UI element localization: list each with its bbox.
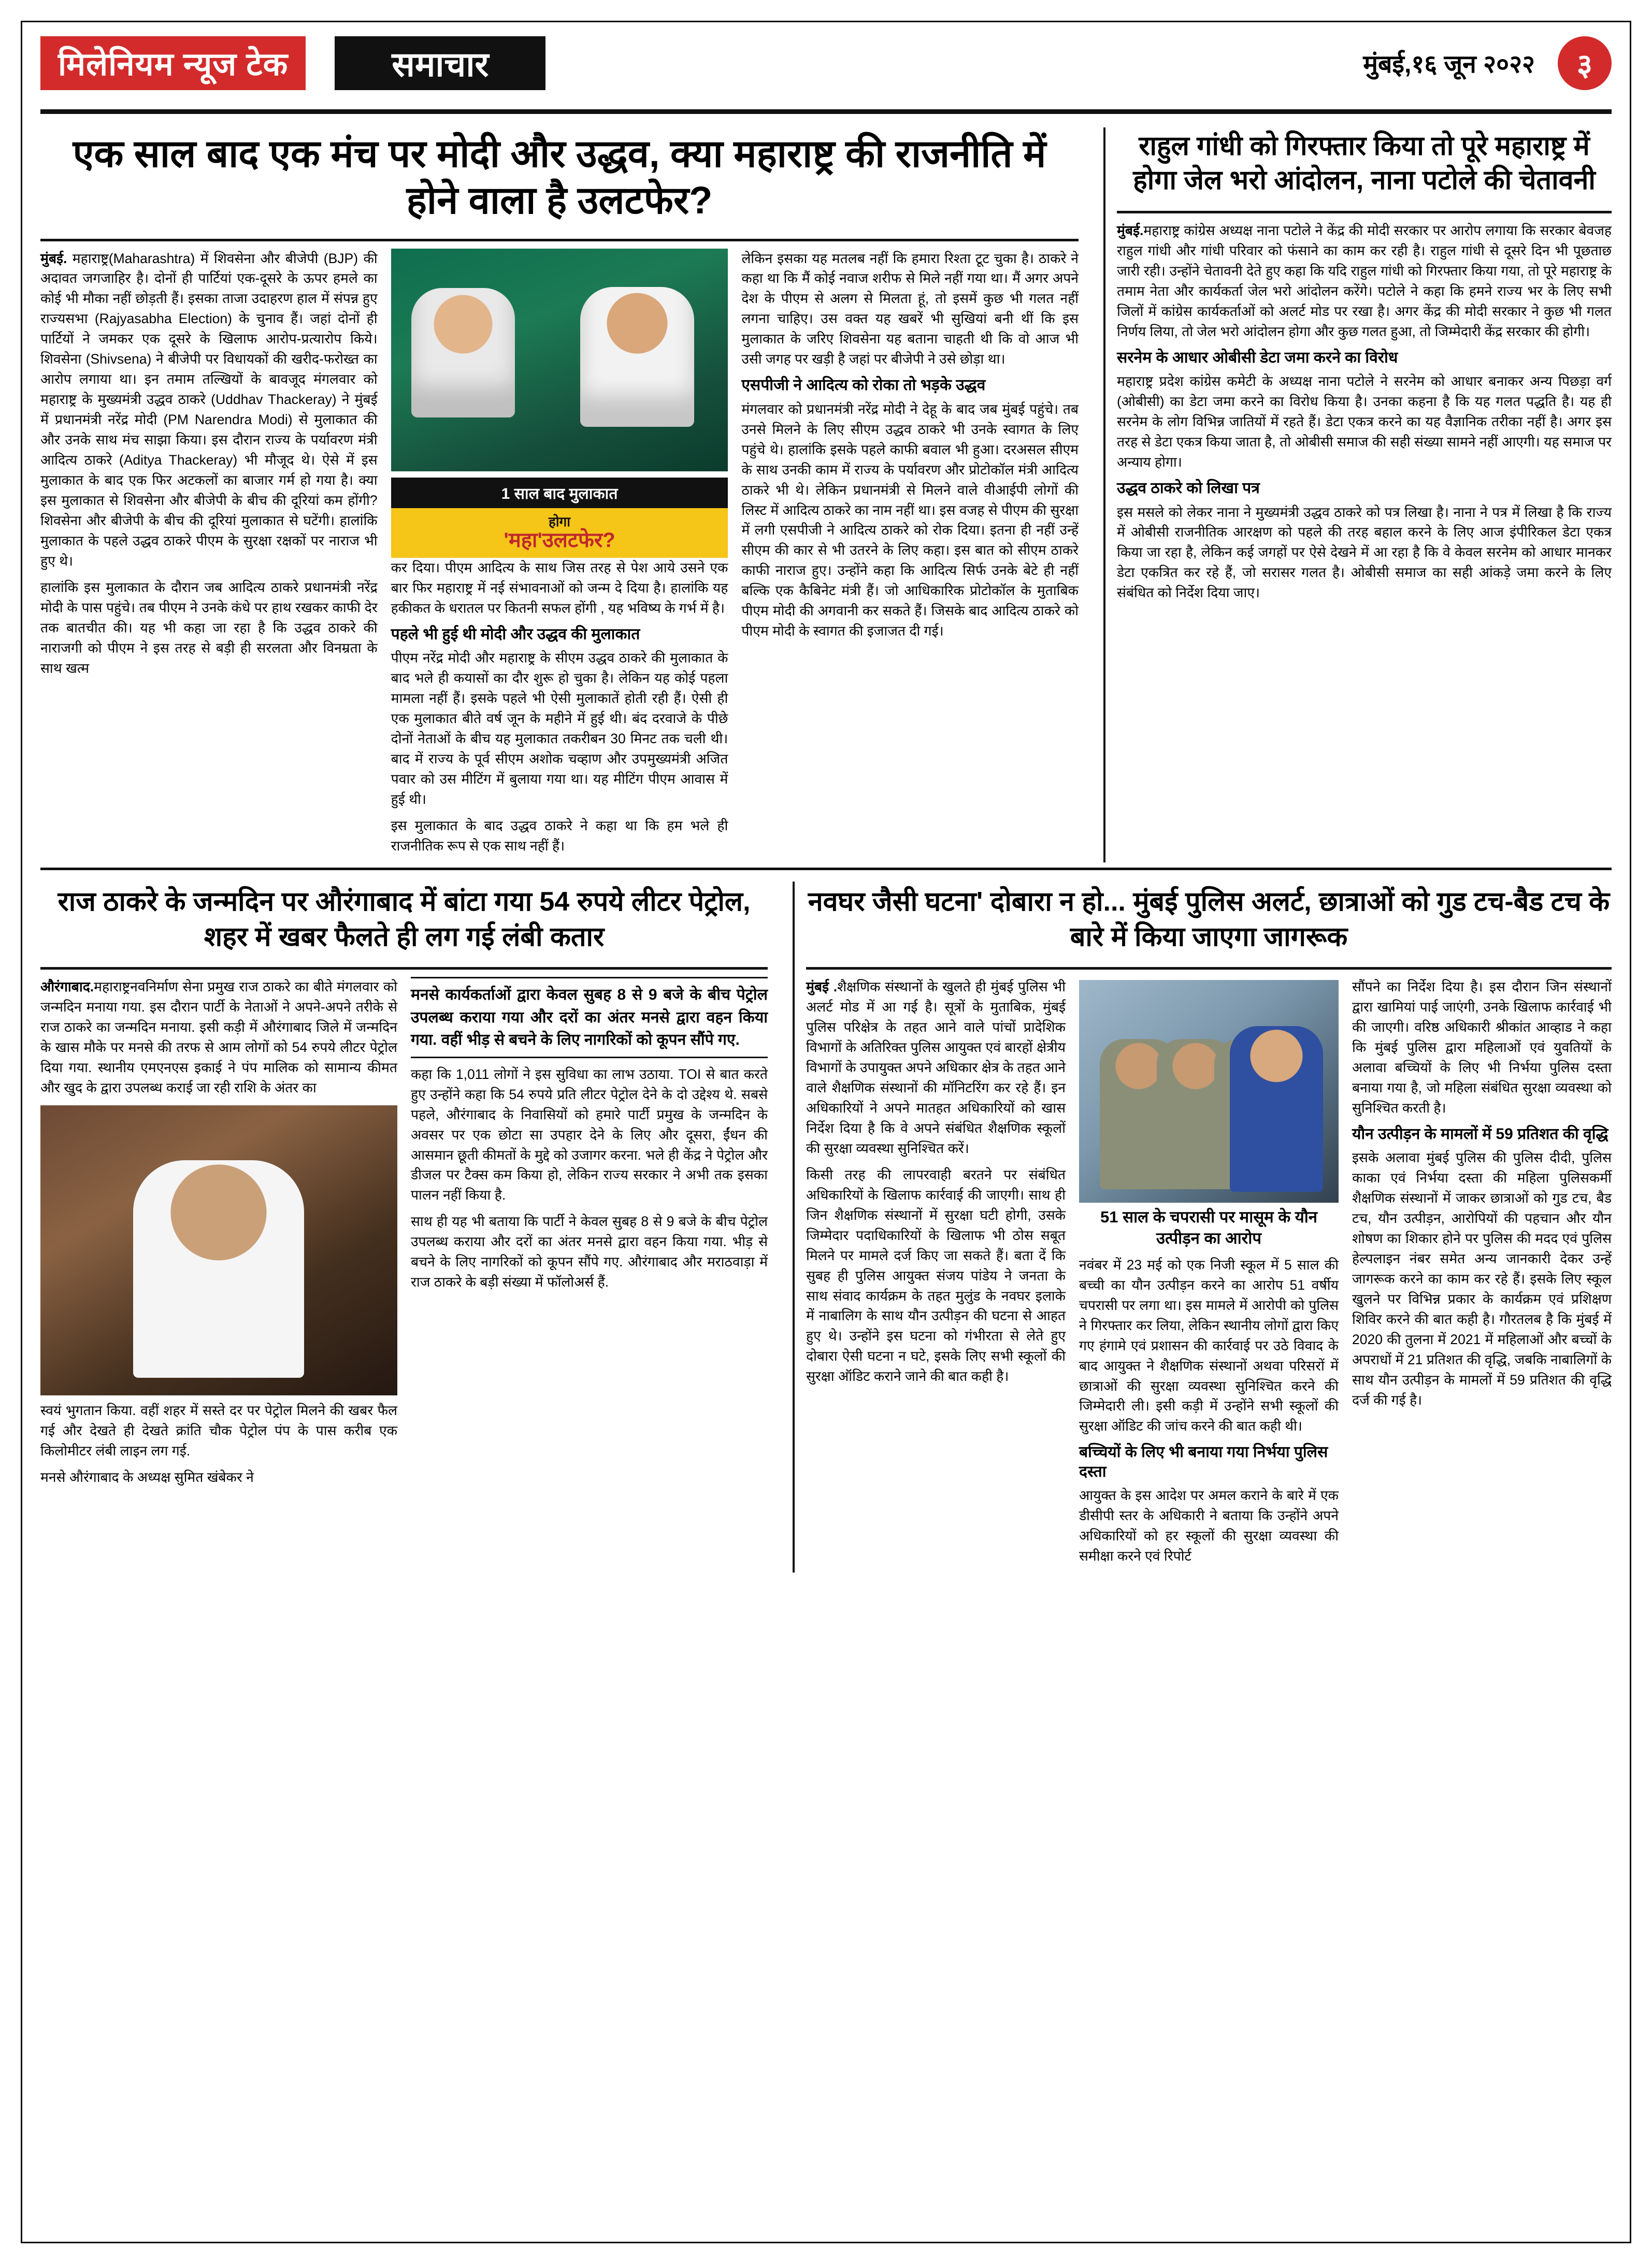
paragraph: इस मुलाकात के बाद उद्धव ठाकरे ने कहा था कि हम भले ही राजनीतिक रूप से एक साथ नहीं हैं। <box>391 818 728 854</box>
photo-figure-thackeray <box>580 287 694 427</box>
paragraph: पीएम नरेंद्र मोदी और महाराष्ट्र के सीएम उद्धव ठाकरे की मुलाकात के बाद भले ही कयासों का दौर शुरू हो चुका है। लेकिन यह कोई पहला मामला नहीं हैं। इसके पहले भी ऐसी मुलाकातें होती रही हैं। ऐसी ही एक मुलाकात बीते वर्ष जून के महीने में हुई थी। बंद दरवाजे के पीछे दोनों नेताओं के बीच यह मुलाकात तकरीबन 30 मिनट तक चली थी। बाद में राज्य के पूर्व सीएम अशोक चव्हाण और उपमुख्यमंत्री अजित पवार को उस मीटिंग में बुलाया गया था। यह मीटिंग पीएम आवास में हुई थी। <box>391 650 728 807</box>
paragraph: इसके अलावा मुंबई पुलिस की पुलिस दीदी, पुलिस काका एवं निर्भया दस्ता की महिला पुलिसकर्मी शैक्षणिक संस्थानों में जाकर छात्राओं को गुड टच, बैड टच, यौन उत्पीड़न, आरोपियों की पहचान और यौन शोषण का शिकार होने पर पुलिस की मदद एवं पुलिस हेल्पलाइन नंबर समेत अन्य जानकारी देकर उन्हें जागरूक करने का काम कर रहे हैं। इसके लिए स्कूल खुलने पर विभिन्न प्रकार के कार्यक्रम एवं प्रशिक्षण शिविर करने की बात कही है। गौरतलब है कि मुंबई में 2020 की तुलना में 2021 में महिलाओं और बच्चों के अपराधों में 21 प्रतिशत की वृद्धि, जबकि नाबालिगों के साथ यौन उत्पीड़न के मामलों में 59 प्रतिशत की वृद्धि दर्ज की गई है। <box>1352 1150 1612 1408</box>
paragraph: नवंबर में 23 मई को एक निजी स्कूल में 5 साल की बच्ची का यौन उत्पीड़न करने का आरोप 51 वर्षीय चपरासी पर लगा था। इस मामले में आरोपी को पुलिस ने गिरफ्तार कर लिया, लेकिन स्थानीय लोगों द्वारा किए गए हंगामे एवं प्रशासन की कार्रवाई पर उठे विवाद के बाद आयुक्त ने शैक्षणिक संस्थानों अथवा परिसरों में छात्राओं की सुरक्षा व्यवस्था सुनिश्चित करने की जिम्मेदारी ली। इसी कड़ी में उन्होंने सभी स्कूलों की सुरक्षा ऑडिट की जांच करने की बात कही थी। <box>1079 1257 1339 1434</box>
section-divider <box>40 868 1612 870</box>
bottom-left-column-2 <box>411 977 768 1494</box>
paragraph: मंगलवार को प्रधानमंत्री नरेंद्र मोदी ने देहू के बाद जब मुंबई पहुंचे। तब उनसे मिलने के लिए सीएम उद्धव ठाकरे भी उनके स्वागत के लिए पहुंचे थे। हालांकि इसके पहले काफी बवाल भी हुआ। दरअसल सीएम के साथ उनकी काम में राज्य के पर्यावरण और प्रोटोकॉल मंत्री आदित्य ठाकरे भी थे। लेकिन प्रधानमंत्री से मिलने वाले वीआईपी लोगों की लिस्ट में आदित्य ठाकरे का नाम नहीं था। इस वजह से पीएम की सुरक्षा में लगी एसपीजी ने आदित्य ठाकरे को रोक दिया। इतना ही नहीं उन्हें सीएम की कार से भी उतरने के लिए कहा। इस बात को सीएम ठाकरे काफी नाराज हुए। उन्होंने कहा कि आदित्य सिर्फ उनके बेटे ही नहीं बल्कि एक कैबिनेट मंत्री हैं। जो आधिकारिक प्रोटोकॉल के मुताबिक पीएम मोदी की अगवानी कर सकते हैं। जिसके बाद आदित्य ठाकरे को पीएम मोदी के स्वागत की इजाजत दी गई। <box>741 401 1079 639</box>
masthead-section: समाचार <box>335 36 545 90</box>
paragraph-text: महाराष्ट्रनवनिर्माण सेना प्रमुख राज ठाकरे का बीते मंगलवार को जन्मदिन मनाया गया. इस दौरान पार्टी के नेताओं ने अपने-अपने तरीके से राज ठाकरे का जन्मदिन मनाया. इसी कड़ी में औरंगाबाद जिले में जन्मदिन के खास मौके पर मनसे की तरफ से आम लोगों को 54 रुपये लीटर पेट्रोल दिया गया. स्थानीय एमएनएस इकाई ने पंप मालिक को सामान्य कीमत और खुद के द्वारा उपलब्ध कराई जा रही राशि के अंतर का <box>40 979 397 1095</box>
rahul-gandhi-story <box>1117 127 1612 862</box>
dateline-city: मुंबई . <box>806 979 838 995</box>
bottom-right-column-2 <box>1079 977 1339 1573</box>
paragraph: महाराष्ट्र प्रदेश कांग्रेस कमेटी के अध्यक्ष नाना पटोले ने सरनेम को आधार बनाकर अन्य पिछड़ा वर्ग (ओबीसी) का डेटा जमा करने का विरोध किया है। उनका कहना है कि यह गलत पद्धति है। यह ही सरनेम के लोग विभिन्न जातियों में रहते हैं। डेटा एकत्र करने का यह वैज्ञानिक तरीका नहीं है। अगर इस तरह से डेटा एकत्र किया जाता है, तो ओबीसी समाज की सही संख्या सामने नहीं आएगी। यह समाज पर अन्याय होगा। <box>1117 373 1612 470</box>
paragraph: इस मसले को लेकर नाना ने मुख्यमंत्री उद्धव ठाकरे को पत्र लिखा है। नाना ने पत्र में लिखा है कि राज्य में ओबीसी राजनीतिक आरक्षण को पहले की तरह बहाल करने के लिए आज इंपीरिकल डेटा एकत्र किया जा रहा है, लेकिन कई जगहों पर ऐसे देखने में आ रहा है कि वे केवल सरनेम को आधार मानकर डेटा एकत्रित कर रहे हैं, जो सरासर गलत है। ओबीसी समाज का सही आंकड़े जमा करने के लिए संबंधित को निर्देश दिया जाए। <box>1117 504 1612 601</box>
lead-column-1 <box>40 249 378 862</box>
paragraph: कहा कि 1,011 लोगों ने इस सुविधा का लाभ उठाया. TOI से बात करते हुए उन्होंने कहा कि 54 रुपये प्रति लीटर पेट्रोल देने के दो उद्देश्य थे. सबसे पहले, औरंगाबाद के निवासियों को हमारे पार्टी प्रमुख के जन्मदिन के अवसर पर एक छोटा सा उपहार देने के लिए और दूसरा, ईंधन की आसमान छूती कीमतों के मुद्दे को उजागर करना. भले ही केंद्र ने पेट्रोल और डीजल पर टैक्स कम किया हो, लेकिन राज्य सरकार ने अभी तक इसका पालन नहीं किया है. <box>411 1066 768 1203</box>
police-photo <box>1079 980 1339 1203</box>
right-headline: राहुल गांधी को गिरफ्तार किया तो पूरे महाराष्ट्र में होगा जेल भरो आंदोलन, नाना पटोले की चेतावनी <box>1133 131 1596 195</box>
sub-headline: सरनेम के आधार ओबीसी डेटा जमा करने का विरोध <box>1117 349 1398 366</box>
sub-headline: उद्धव ठाकरे को लिखा पत्र <box>1117 480 1260 497</box>
sub-headline: बच्चियों के लिए भी बनाया गया निर्भया पुलिस दस्ता <box>1079 1444 1328 1480</box>
dateline-city: मुंबई. <box>40 250 67 266</box>
bottom-left-headline: राज ठाकरे के जन्मदिन पर औरंगाबाद में बांटा गया 54 रुपये लीटर पेट्रोल, शहर में खबर फैलते ही लग गई लंबी कतार <box>58 887 751 952</box>
photo-figure-student <box>1230 1026 1323 1192</box>
page-number-badge: ३ <box>1558 36 1612 90</box>
photo-figure-raj <box>133 1160 304 1378</box>
photo-caption-bar: 1 साल बाद मुलाकात <box>391 478 728 508</box>
lead-story <box>40 127 1092 862</box>
masthead <box>40 36 1612 114</box>
paragraph: हालांकि इस मुलाकात के दौरान जब आदित्य ठाकरे प्रधानमंत्री नरेंद्र मोदी के पास पहुंचे। तब पीएम ने उनके कंधे पर हाथ रखकर काफी देर तक बातचीत की। यह भी कहा जा रहा है कि उद्धव ठाकरे की नाराजगी को पीएम ने इस तरह से बड़ी ही सरलता और विनम्रता के साथ खत्म <box>40 579 378 676</box>
paragraph: सौंपने का निर्देश दिया है। इस दौरान जिन संस्थानों द्वारा खामियां पाई जाएंगी, उनके खिलाफ कार्रवाई भी की जाएगी। वरिष्ठ अधिकारी श्रीकांत आव्हाड ने कहा कि मुंबई पुलिस द्वारा महिलाओं एवं युवतियों के अलावा बच्चियों के लिए भी निर्भया पुलिस दस्ता बनाया गया है, जो महिला संबंधित सुरक्षा व्यवस्था को सुनिश्चित करती है। <box>1352 979 1612 1116</box>
paragraph: स्वयं भुगतान किया. वहीं शहर में सस्ते दर पर पेट्रोल मिलने की खबर फैल गई और देखते ही देखते क्रांति चौक पेट्रोल पंप के पास करीब एक किलोमीटर लंबी लाइन लग गई. <box>40 1402 397 1459</box>
bottom-left-columns <box>40 977 768 1494</box>
sub-headline: पहले भी हुई थी मोदी और उद्धव की मुलाकात <box>391 625 640 643</box>
paragraph <box>40 977 397 1098</box>
paragraph-text: शैक्षणिक संस्थानों के खुलते ही मुंबई पुलिस भी अलर्ट मोड में आ गई है। सूत्रों के मुताबिक, मुंबई पुलिस परिक्षेत्र के तहत आने वाले पांचों प्रादेशिक विभागों के अतिरिक्त पुलिस आयुक्त एवं बारहों क्षेत्रीय विभागों के उपायुक्त अपने अधिकार क्षेत्र के तहत आने वाले शैक्षणिक संस्थानों की मॉनिटरिंग कर रहे हैं। इन अधिकारियों ने अपने मातहत अधिकारियों को खास निर्देश दिया है कि वे अपने संबंधित शैक्षणिक स्कूलों की सुरक्षा व्यवस्था सुनिश्चित करें। <box>806 979 1066 1156</box>
sub-headline: एसपीजी ने आदित्य को रोका तो भड़के उद्धव <box>741 377 986 394</box>
raj-thackeray-story <box>40 882 781 1573</box>
sub-headline: यौन उत्पीड़न के मामलों में 59 प्रतिशत की वृद्धि <box>1352 1125 1608 1143</box>
vertical-divider <box>793 882 795 1573</box>
bottom-left-column-1 <box>40 977 397 1494</box>
caption-main-text: 'महा'उलटफेर? <box>504 529 615 552</box>
caption-small-text: होगा <box>549 513 570 529</box>
lead-column-2 <box>391 249 728 862</box>
paragraph-text: महाराष्ट्र कांग्रेस अध्यक्ष नाना पटोले ने केंद्र की मोदी सरकार पर आरोप लगाया कि सरकार बेवजह राहुल गांधी और गांधी परिवार को फंसाने का काम कर रही है। राहुल गांधी से दूसरे दिन भी पूछताछ जारी रही। उन्होंने चेतावनी देते हुए कहा कि यदि राहुल गांधी को गिरफ्तार किया गया, तो पूरे महाराष्ट्र के तमाम नेता और कार्यकर्ता जेल भरो आंदोलन करेंगे। पटोले ने कहा कि हमने राज्य भर के लिए सभी जिलों में कांग्रेस कार्यकर्ताओं को अलर्ट मोड पर रखा है। अगर केंद्र की मोदी सरकार ने कुछ भी गलत निर्णय लिया, तो जेल भरो आंदोलन होगा और कुछ गलत हुआ, तो जिम्मेदारी केंद्र सरकार की होगी। <box>1117 223 1612 339</box>
paragraph: मनसे औरंगाबाद के अध्यक्ष सुमित खंबेकर ने <box>40 1469 254 1485</box>
bottom-section <box>40 882 1612 1573</box>
photo-caption-highlight <box>391 508 728 558</box>
lead-columns <box>40 249 1079 862</box>
divider <box>806 967 1612 970</box>
top-section <box>40 127 1612 862</box>
paragraph: साथ ही यह भी बताया कि पार्टी ने केवल सुबह 8 से 9 बजे के बीच पेट्रोल उपलब्ध कराया और दरों का अंतर मनसे द्वारा वहन किया गया. भीड़ से बचने के लिए नागरिकों को कूपन सौंपे गए. औरंगाबाद और मराठवाड़ा में राज ठाकरे के बड़ी संख्या में फॉलोअर्स हैं. <box>411 1214 768 1290</box>
pull-quote: मनसे कार्यकर्ताओं द्वारा केवल सुबह 8 से 9 बजे के बीच पेट्रोल उपलब्ध कराया गया और दरों का अंतर मनसे द्वारा वहन किया गया. वहीं भीड़ से बचने के लिए नागरिकों को कूपन सौंपे गए. <box>411 977 768 1058</box>
bottom-right-headline: नवघर जैसी घटना' दोबारा न हो... मुंबई पुलिस अलर्ट, छात्राओं को गुड टच-बैड टच के बारे में किया जाएगा जागरूक <box>808 887 1610 952</box>
lead-column-3 <box>741 249 1079 862</box>
paragraph: कर दिया। पीएम आदित्य के साथ जिस तरह से पेश आये उसने एक बार फिर महाराष्ट्र में नई संभावनाओं को जन्म दे दिया है। हालांकि यह हकीकत के धरातल पर कितनी सफल होंगी , यह भविष्य के गर्भ में है। <box>391 560 728 616</box>
vertical-divider <box>1103 127 1105 862</box>
divider <box>40 239 1079 241</box>
divider <box>40 967 768 970</box>
bottom-right-column-3 <box>1352 977 1612 1573</box>
dateline-city: मुंबई. <box>1117 223 1144 239</box>
masthead-dateline: मुंबई,१६ जून २०२२ <box>1363 50 1535 78</box>
mumbai-police-story <box>806 882 1612 1573</box>
dateline-city: औरंगाबाद. <box>40 979 94 995</box>
photo-caption: 51 साल के चपरासी पर मासूम के यौन उत्पीड़न का आरोप <box>1100 1208 1317 1247</box>
paragraph: लेकिन इसका यह मतलब नहीं कि हमारा रिश्ता टूट चुका है। ठाकरे ने कहा था कि मैं कोई नवाज शरीफ से मिले नहीं गया था। मैं अगर अपने देश के पीएम से अलग से मिलता हूं, तो इसमें कुछ भी गलत नहीं लगना चाहिए। उस वक्त यह खबरें भी सुखियां बनी थीं कि इस मुलाकात के जरिए शिवसेना यह बताना चाहती थी कि वो आज भी उसी जगह पर खड़ी है जहां पर बीजेपी ने उसे छोड़ा था। <box>741 250 1079 367</box>
photo-figure-modi <box>411 288 515 417</box>
raj-thackeray-photo <box>40 1105 397 1395</box>
divider <box>1117 211 1612 213</box>
paragraph: किसी तरह की लापरवाही बरतने पर संबंधित अधिकारियों के खिलाफ कार्रवाई की जाएगी। साथ ही जिन शैक्षणिक संस्थानों में सुरक्षा घटी होगी, उसके जिम्मेदार पदाधिकारियों के खिलाफ भी ठोस सबूत मिलने पर मामले दर्ज किए जा सकते हैं। बता दें कि सुबह ही पुलिस आयुक्त संजय पांडेय ने जनता के साथ संवाद कार्यक्रम के तहत मुलुंड के नवघर इलाके में नाबालिग के साथ यौन उत्पीड़न की घटना से आहत हुए थे। उन्होंने इस घटना को गंभीरता से लेते हुए दोबारा ऐसी घटना न घटे, इसके लिए सभी स्कूलों की सुरक्षा ऑडिट कराने जाने की बात कही है। <box>806 1166 1066 1385</box>
paragraph-text: महाराष्ट्र(Maharashtra) में शिवसेना और बीजेपी (BJP) की अदावत जगजाहिर है। दोनों ही पार्टियां एक-दूसरे के ऊपर हमले का कोई भी मौका नहीं छोड़ती हैं। इसका ताजा उदाहरण हाल में संपन्न हुए राज्यसभा (Rajyasabha Election) के चुनाव हैं। जहां दोनों ही पार्टियों ने जमकर एक दूसरे के खिलाफ आरोप-प्रत्यारोप किये। शिवसेना (Shivsena) ने बीजेपी पर विधायकों की खरीद-फरोख्त का आरोप लगाया था। इन तमाम तल्खियों के बावजूद मंगलवार को महाराष्ट्र के मुख्यमंत्री उद्धव ठाकरे (Uddhav Thackeray) ने मुंबई में प्रधानमंत्री नरेंद्र मोदी (PM Narendra Modi) से मुलाकात की और उनके साथ मंच साझा किया। इस दौरान राज्य के पर्यावरण मंत्री आदित्य ठाकरे (Aditya Thackeray) भी मौजूद थे। ऐसे में इस मुलाकात के बाद एक फिर अटकलों का बाजार गर्म हो गया है। क्या इस मुलाकात से शिवसेना और बीजेपी के बीच की दूरियां कम होंगी? शिवसेना और बीजेपी के बीच की दूरियां मुलाकात से घटेंगी। हालांकि मुलाकात के पहले उद्धव ठाकरे पीएम के सुरक्षा रक्षकों पर नाराज भी हुए थे। <box>40 250 378 569</box>
lead-headline: एक साल बाद एक मंच पर मोदी और उद्धव, क्या महाराष्ट्र की राजनीति में होने वाला है उलटफेर? <box>73 132 1046 222</box>
paragraph <box>806 977 1066 1159</box>
paragraph <box>1117 221 1612 342</box>
lead-photo <box>391 249 728 471</box>
bottom-right-columns <box>806 977 1612 1573</box>
paragraph: आयुक्त के इस आदेश पर अमल कराने के बारे में एक डीसीपी स्तर के अधिकारी ने बताया कि उन्होंने अपने अधिकारियों को हर स्कूलों की सुरक्षा व्यवस्था की समीक्षा करने एवं रिपोर्ट <box>1079 1488 1339 1564</box>
paragraph <box>40 249 378 571</box>
masthead-brand: मिलेनियम न्यूज टेक <box>40 36 306 90</box>
bottom-right-column-1 <box>806 977 1066 1573</box>
